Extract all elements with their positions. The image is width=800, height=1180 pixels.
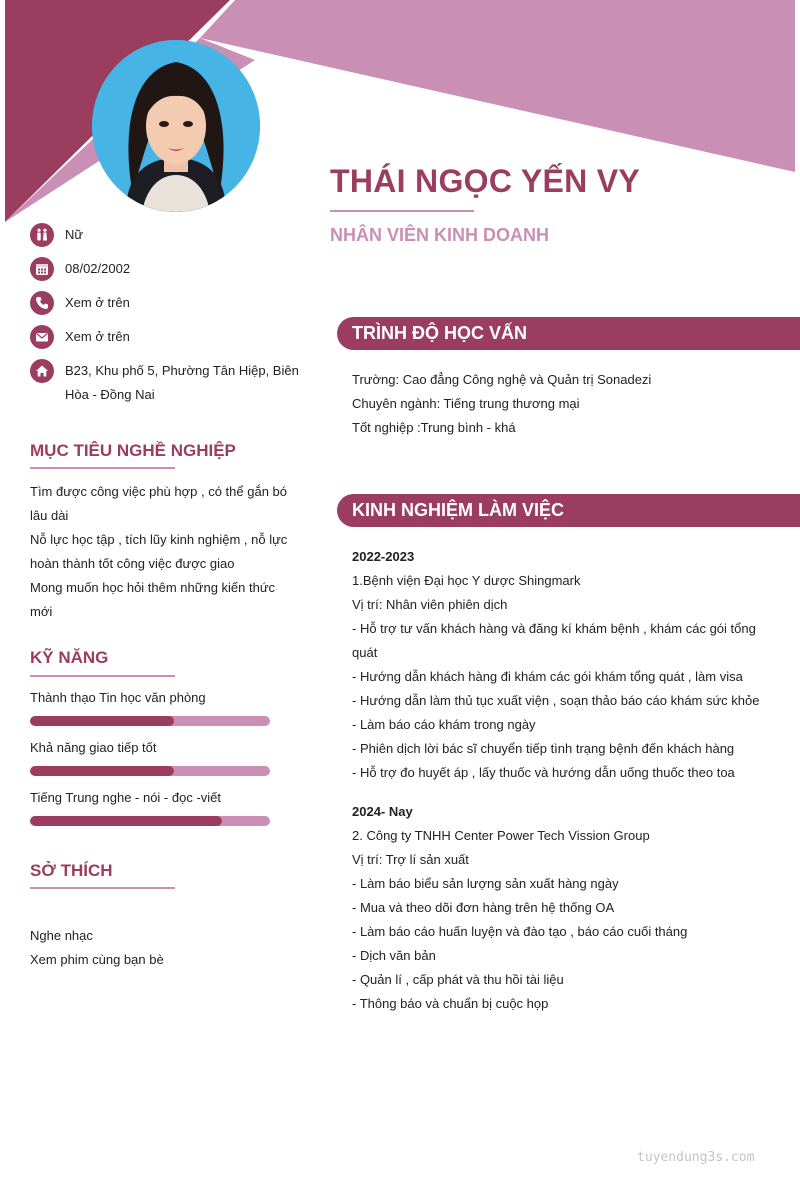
job-description: 2. Công ty TNHH Center Power Tech Vission Group Vị trí: Trợ lí sản xuất - Làm báo biểu sản lượng sản xuất hàng ngày - Mua và theo dõi đơn hàng trên hệ thống OA - Làm báo cáo huấn luyện và đào tạo , báo cáo cuối tháng - Dịch văn bản - Quản lí , cấp phát và thu hồi tài liệu - Thông báo và chuẩn bị cuộc họp bbox=[352, 828, 688, 1011]
experience-job bbox=[352, 545, 772, 785]
skill-bar bbox=[30, 716, 270, 726]
phone-icon bbox=[30, 291, 54, 315]
gender-icon bbox=[30, 223, 54, 247]
portrait-image bbox=[92, 40, 260, 212]
skill-label: Tiếng Trung nghe - nói - đọc -viết bbox=[30, 790, 222, 805]
skill-label: Thành thạo Tin học văn phòng bbox=[30, 690, 206, 705]
objective-text: Tìm được công việc phù hợp , có thể gắn bó lâu dài Nỗ lực học tập , tích lũy kinh nghiệm , nỗ lực hoàn thành tốt công việc được giao Mong muốn học hỏi thêm những kiến thức mới bbox=[30, 484, 288, 619]
education-major: Chuyên ngành: Tiếng trung thương mại bbox=[352, 396, 580, 411]
education-school: Trường: Cao đẳng Công nghệ và Quản trị Sonadezi bbox=[352, 372, 652, 387]
skill-bar-fill bbox=[30, 716, 174, 726]
birthdate-text: 08/02/2002 bbox=[65, 261, 131, 276]
profile-photo bbox=[92, 40, 260, 212]
candidate-name: THÁI NGỌC YẾN VY bbox=[330, 163, 641, 199]
home-icon bbox=[30, 359, 54, 383]
skill-bar-fill bbox=[30, 766, 174, 776]
address-text: B23, Khu phố 5, Phường Tân Hiệp, Biên Hòa - Đồng Nai bbox=[65, 363, 299, 402]
education-details bbox=[352, 368, 772, 440]
email-icon bbox=[30, 325, 54, 349]
skills-underline bbox=[30, 675, 175, 677]
objective-heading: MỤC TIÊU NGHỀ NGHIỆP bbox=[30, 441, 236, 460]
experience-heading: KINH NGHIỆM LÀM VIỆC bbox=[337, 494, 800, 527]
site-watermark: tuyendung3s.com bbox=[637, 1150, 755, 1165]
phone-text: Xem ở trên bbox=[65, 295, 130, 310]
top-right-pink-shape bbox=[200, 0, 795, 172]
hobbies-text: Nghe nhạc Xem phim cùng bạn bè bbox=[30, 928, 164, 967]
skill-bar bbox=[30, 766, 270, 776]
education-heading: TRÌNH ĐỘ HỌC VẤN bbox=[337, 317, 800, 350]
job-period: 2022-2023 bbox=[352, 549, 415, 564]
email-text: Xem ở trên bbox=[65, 329, 130, 344]
education-graduation: Tốt nghiệp :Trung bình - khá bbox=[352, 420, 516, 435]
job-title: NHÂN VIÊN KINH DOANH bbox=[330, 225, 550, 245]
experience-job bbox=[352, 800, 772, 1016]
skill-label: Khả năng giao tiếp tốt bbox=[30, 740, 157, 755]
hobbies-heading: SỞ THÍCH bbox=[30, 861, 113, 880]
hobbies-underline bbox=[30, 887, 175, 889]
objective-underline bbox=[30, 467, 175, 469]
gender-text: Nữ bbox=[65, 227, 84, 242]
skill-bar-fill bbox=[30, 816, 222, 826]
job-description: 1.Bệnh viện Đại học Y dược Shingmark Vị trí: Nhân viên phiên dịch - Hỗ trợ tư vấn khách hàng và đăng kí khám bệnh , khám các gói tổng quát - Hướng dẫn khách hàng đi khám các gói khám tổng quát , làm visa - Hướng dẫn làm thủ tục xuất viện , soạn thảo báo cáo khám sức khỏe - Làm báo cáo khám trong ngày - Phiên dịch lời bác sĩ chuyển tiếp tình trạng bệnh đến khách hàng - Hỗ trợ đo huyết áp , lấy thuốc và hướng dẫn uống thuốc theo toa bbox=[352, 573, 760, 780]
skills-heading: KỸ NĂNG bbox=[30, 648, 109, 667]
calendar-icon bbox=[30, 257, 54, 281]
name-underline bbox=[330, 210, 474, 212]
job-period: 2024- Nay bbox=[352, 804, 413, 819]
skill-bar bbox=[30, 816, 270, 826]
